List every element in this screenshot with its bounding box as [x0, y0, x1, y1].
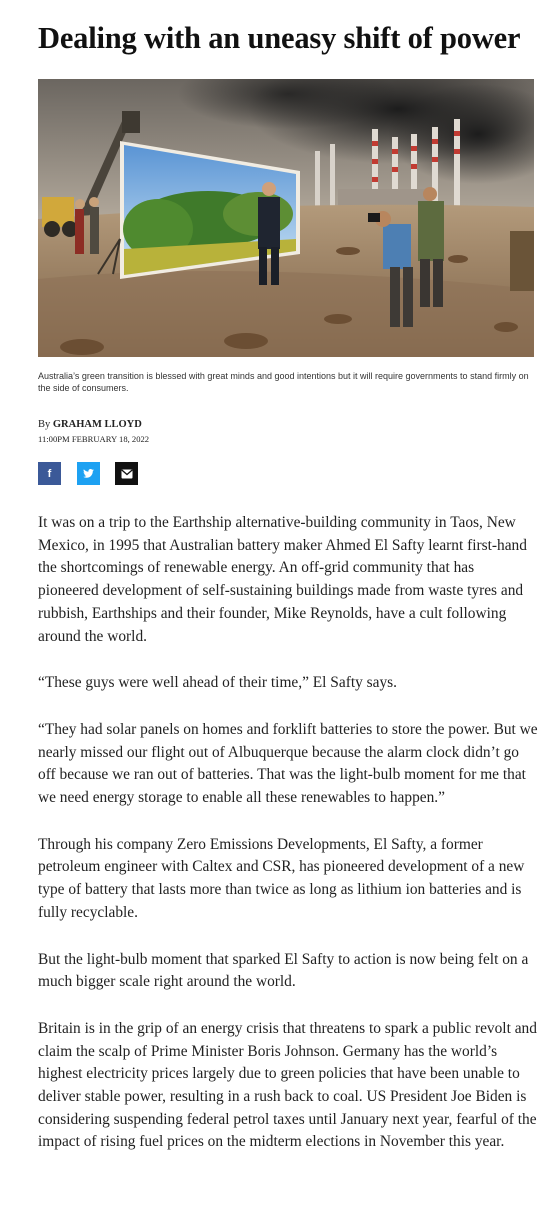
byline [38, 419, 142, 430]
article-hero-image [38, 79, 534, 357]
byline-prefix: By [38, 419, 51, 430]
article-paragraph: “They had solar panels on homes and forklift batteries to store the power. But we nearly missed our flight out of Albuquerque because the alarm clock didn’t go off because we ran out of batteries. That was the light-bulb moment for me that we need energy storage to enable all these renewables to happen.” [38, 720, 538, 807]
envelope-icon [121, 469, 133, 479]
article-paragraph: It was on a trip to the Earthship alternative-building community in Taos, New Mexico, in 1995 that Australian battery maker Ahmed El Safty learnt first-hand the shortcomings of renewable energy. An off-grid community that has pioneered development of self-sustaining buildings made from waste tyres and rubbish, Earthships and their founder, Mike Reynolds, have a cult following around the world. [38, 514, 527, 645]
article-body [38, 512, 538, 1178]
article-paragraph: “These guys were well ahead of their time,” El Safty says. [38, 674, 397, 692]
article-paragraph: But the light-bulb moment that sparked El Safty to action is now being felt on a much bigger scale right around the world. [38, 950, 529, 991]
share-facebook-button[interactable] [38, 462, 61, 485]
author-name[interactable]: GRAHAM LLOYD [52, 419, 142, 430]
article-paragraph: Through his company Zero Emissions Developments, El Safty, a former petroleum engineer with Caltex and CSR, has pioneered development of a new type of battery that lasts more than twice as long as lithium ion batteries and is fully recyclable. [38, 835, 525, 921]
publish-date: 11:00PM FEBRUARY 18, 2022 [38, 434, 150, 444]
article-headline: Dealing with an uneasy shift of power [38, 21, 521, 55]
image-caption: Australia’s green transition is blessed with great minds and good intentions but it will require governments to stand firmly on the side of consumers. [38, 371, 529, 393]
share-twitter-button[interactable] [77, 462, 100, 485]
twitter-bird-icon [83, 469, 94, 478]
article-paragraph: Britain is in the grip of an energy crisis that threatens to spark a public revolt and claim the scalp of Prime Minister Boris Johnson. Germany has the world’s highest electricity prices largely due to green policies that have been unable to deliver stable power, resulting in a rush back to coal. US President Joe Biden is considering suspending federal petrol taxes until January next year, fearful of the impact of rising fuel prices on the midterm elections in November this year. [38, 1019, 537, 1151]
facebook-icon: f [47, 467, 52, 480]
share-email-button[interactable] [115, 462, 138, 485]
